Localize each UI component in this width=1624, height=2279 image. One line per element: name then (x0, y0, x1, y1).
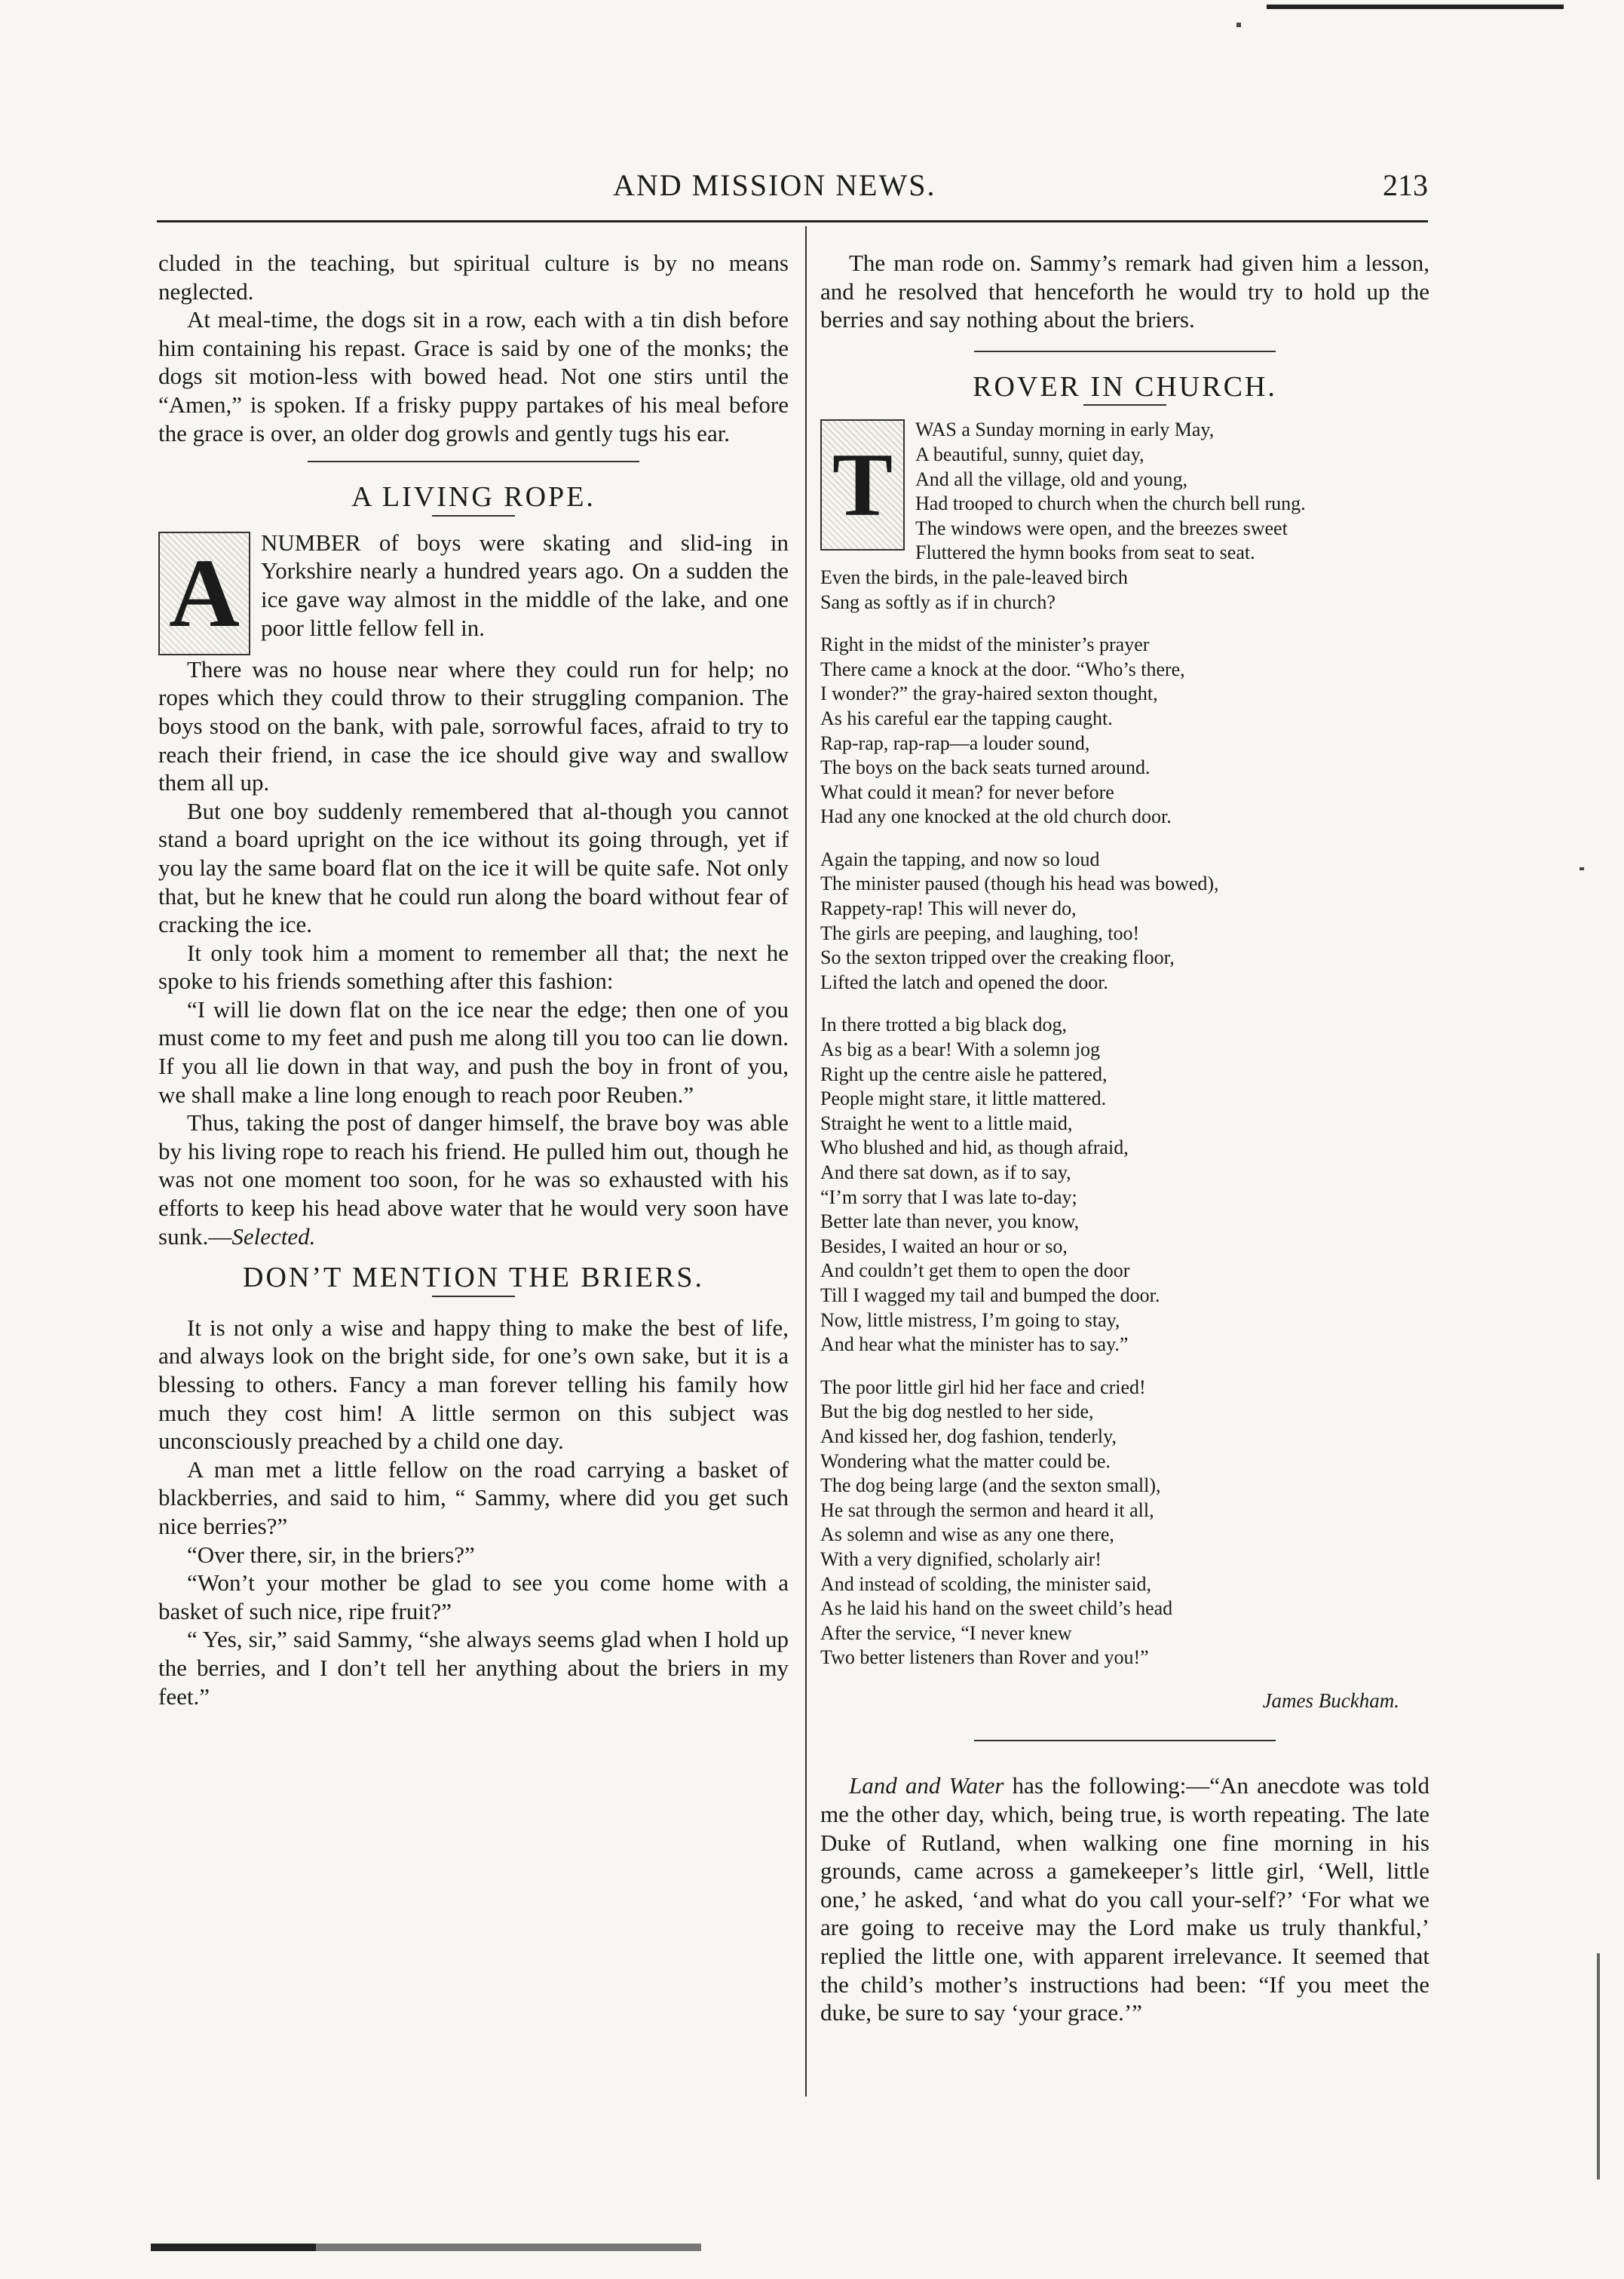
scan-speck (1236, 23, 1241, 27)
poem-opening (820, 418, 1429, 566)
poem-line: Straight he went to a little maid, (820, 1112, 1073, 1134)
poem-line: The boys on the back seats turned around. (820, 756, 1151, 779)
poem-line: And all the village, old and young, (915, 468, 1188, 490)
body-paragraph: “ Yes, sir,” said Sammy, “she always seems glad when I hold up the berries, and I don’t tell her anything about the briers in my feet.” (158, 1626, 789, 1710)
body-paragraph: But one boy suddenly remembered that al-though you cannot stand a board upright on the ice without its going through, yet if you lay the same board flat on the ice it will be quite safe. Not only that, but he knew that he could run along the board without fear of cracking the ice. (158, 797, 789, 938)
poem-line: And there sat down, as if to say, (820, 1161, 1071, 1183)
poem-line: The poor little girl hid her face and cried! (820, 1376, 1146, 1398)
scan-edge-mark-top (1267, 5, 1564, 9)
poem-line: Even the birds, in the pale-leaved birch (820, 566, 1128, 588)
poem-line: And hear what the minister has to say.” (820, 1333, 1129, 1356)
body-paragraph: There was no house near where they could run for help; no ropes which they could throw to their struggling companion. The boys stood on the bank, with pale, sorrowful faces, afraid to try to reach their friend, in case the ice should give way and swallow them all up. (158, 655, 789, 796)
body-paragraph (158, 1109, 789, 1250)
poem-line: Who blushed and hid, as though afraid, (820, 1136, 1129, 1159)
anecdote-text: has the following:—“An anecdote was told me the other day, which, being true, is worth repeating. The late Duke of Rutland, when walking one fine morning in his grounds, came across a gamekeeper’s little girl, ‘Well, little one,’ he asked, ‘and what do you call your-self?’ ‘For what we are going to receive may the Lord make us truly thankful,’ replied the little one, with apparent irrelevance. It seemed that the child’s mother’s instructions had been: “If you meet the duke, be sure to say ‘your grace.’” (820, 1772, 1429, 2026)
poem-line: Wondering what the matter could be. (820, 1449, 1111, 1472)
scan-edge-mark-right (1597, 1953, 1600, 2179)
poem-line: Rap-rap, rap-rap—a louder sound, (820, 732, 1090, 754)
page-number: 213 (1383, 168, 1428, 202)
body-paragraph: “Won’t your mother be glad to see you come home with a basket of such nice, ripe fruit?” (158, 1569, 789, 1624)
body-paragraph: A man met a little fellow on the road carrying a basket of blackberries, and said to him, “ Sammy, where did you get such nice berries?” (158, 1455, 789, 1539)
poem-line: “I’m sorry that I was late to-day; (820, 1186, 1077, 1208)
ornamental-dropcap: A (158, 532, 250, 655)
source-credit: Selected. (231, 1222, 316, 1250)
publication-name: Land and Water (849, 1772, 1004, 1799)
poem-line: After the service, “I never knew (820, 1621, 1072, 1644)
poem-line: With a very dignified, scholarly air! (820, 1547, 1102, 1570)
poem-line: And kissed her, dog fashion, tenderly, (820, 1425, 1117, 1447)
poem-line: Besides, I waited an hour or so, (820, 1235, 1068, 1257)
poem-line: Had trooped to church when the church bell rung. (915, 492, 1306, 515)
poem-rover-in-church (820, 418, 1429, 1713)
section-separator (308, 461, 639, 462)
poem-line: The windows were open, and the breezes sweet (915, 517, 1288, 539)
poem-line: Right up the centre aisle he pattered, (820, 1063, 1108, 1085)
body-paragraph: It is not only a wise and happy thing to make the best of life, and always look on the bright side, for one’s own sake, but it is a blessing to others. Fancy a man forever telling his family how much they cost him! A little sermon on this subject was unconsciously preached by a child one day. (158, 1314, 789, 1455)
poem-author: James Buckham. (1262, 1689, 1399, 1712)
poem-line: WAS a Sunday morning in early May, (915, 419, 1215, 441)
poem-stanza (820, 848, 1429, 995)
poem-line: Right in the midst of the minister’s prayer (820, 633, 1150, 656)
poem-line: What could it mean? for never before (820, 781, 1114, 803)
poem-line: The girls are peeping, and laughing, too! (820, 922, 1140, 944)
poem-line: As his careful ear the tapping caught. (820, 707, 1113, 729)
poem-line: I wonder?” the gray-haired sexton thought, (820, 682, 1158, 705)
poem-line: People might stare, it little mattered. (820, 1087, 1107, 1110)
poem-line: Better late than never, you know, (820, 1210, 1080, 1233)
section-separator (974, 1740, 1276, 1741)
body-paragraph: At meal-time, the dogs sit in a row, each with a tin dish before him containing his repast. Grace is said by one of the monks; the dogs sit motion-less with bowed head. Not one stirs until the “Amen,” is spoken. If a frisky puppy partakes of his meal before the grace is over, an older dog growls and gently tugs his ear. (158, 306, 789, 446)
header-rule (157, 220, 1428, 222)
poem-line: Fluttered the hymn books from seat to seat. (915, 541, 1255, 564)
poem-line: Lifted the latch and opened the door. (820, 971, 1108, 993)
poem-stanza (820, 1013, 1429, 1357)
poem-line: As big as a bear! With a solemn jog (820, 1038, 1101, 1061)
poem-stanzas (820, 633, 1429, 1670)
title-rule (1083, 404, 1166, 406)
poem-line: Till I wagged my tail and bumped the door. (820, 1284, 1160, 1306)
body-paragraph (820, 1771, 1429, 2026)
body-paragraph: It only took him a moment to remember all that; the next he spoke to his friends something after this fashion: (158, 939, 789, 995)
poem-line: Two better listeners than Rover and you!” (820, 1646, 1149, 1669)
running-head: AND MISSION NEWS. (613, 168, 936, 202)
ornamental-dropcap: T (820, 419, 905, 551)
poem-stanza (820, 633, 1429, 830)
poem-line: So the sexton tripped over the creaking floor, (820, 946, 1175, 969)
page-header (157, 167, 1428, 213)
body-paragraph: NUMBER of boys were skating and slid-ing in Yorkshire nearly a hundred years ago. On a sudden the ice gave way almost in the middle of the lake, and one poor little fellow fell in. (261, 529, 789, 641)
poem-line: As solemn and wise as any one there, (820, 1523, 1114, 1546)
title-rule (432, 1296, 515, 1297)
poem-line: But the big dog nestled to her side, (820, 1400, 1094, 1423)
poem-line: Again the tapping, and now so loud (820, 848, 1100, 870)
poem-line: He sat through the sermon and heard it all, (820, 1498, 1154, 1521)
poem-line: As he laid his hand on the sweet child’s head (820, 1597, 1173, 1620)
body-paragraph: “I will lie down flat on the ice near the edge; then one of you must come to my feet and push me along till you too can lie down. If you all lie down in that way, and push the boy in front of you, we shall make a line long enough to reach poor Reuben.” (158, 995, 789, 1108)
poem-line: Rappety-rap! This will never do, (820, 897, 1077, 920)
poem-line: In there trotted a big black dog, (820, 1014, 1068, 1036)
article-title-living-rope: A LIVING ROPE. (351, 481, 596, 514)
title-rule (432, 515, 515, 517)
closing-text: Thus, taking the post of danger himself, the brave boy was able by his living rope to reach his friend. He pulled him out, though he was not one moment too soon, for he was so exhausted with his efforts to keep his head above water that he would very soon have sunk.— (158, 1109, 789, 1250)
poem-line: The minister paused (though his head was bowed), (820, 873, 1219, 895)
poem-stanza (820, 418, 1429, 615)
article-title-rover: ROVER IN CHURCH. (973, 370, 1277, 403)
left-column (158, 249, 789, 1710)
living-rope-opening (158, 529, 789, 648)
poem-line: The dog being large (and the sexton small), (820, 1474, 1161, 1497)
poem-line: And instead of scolding, the minister said, (820, 1572, 1152, 1595)
right-column (820, 249, 1429, 2027)
scan-edge-mark-bottom (151, 2244, 701, 2251)
poem-line: Now, little mistress, I’m going to stay, (820, 1308, 1120, 1331)
poem-stanza (820, 1376, 1429, 1670)
poem-line: And couldn’t get them to open the door (820, 1259, 1130, 1282)
poem-line: There came a knock at the door. “Who’s there, (820, 658, 1185, 680)
column-divider (805, 226, 807, 2096)
article-title-briers: DON’T MENTION THE BRIERS. (243, 1262, 704, 1294)
poem-line: A beautiful, sunny, quiet day, (915, 443, 1144, 465)
continued-paragraph: The man rode on. Sammy’s remark had given him a lesson, and he resolved that henceforth he would try to hold up the berries and say nothing about the briers. (820, 250, 1429, 333)
poem-line: Had any one knocked at the old church door. (820, 805, 1172, 828)
body-paragraph: “Over there, sir, in the briers?” (187, 1541, 475, 1568)
scan-speck (1580, 867, 1584, 870)
section-separator (974, 351, 1276, 352)
continued-paragraph: cluded in the teaching, but spiritual culture is by no means neglected. (158, 250, 789, 305)
poem-line: Sang as softly as if in church? (820, 590, 1056, 613)
